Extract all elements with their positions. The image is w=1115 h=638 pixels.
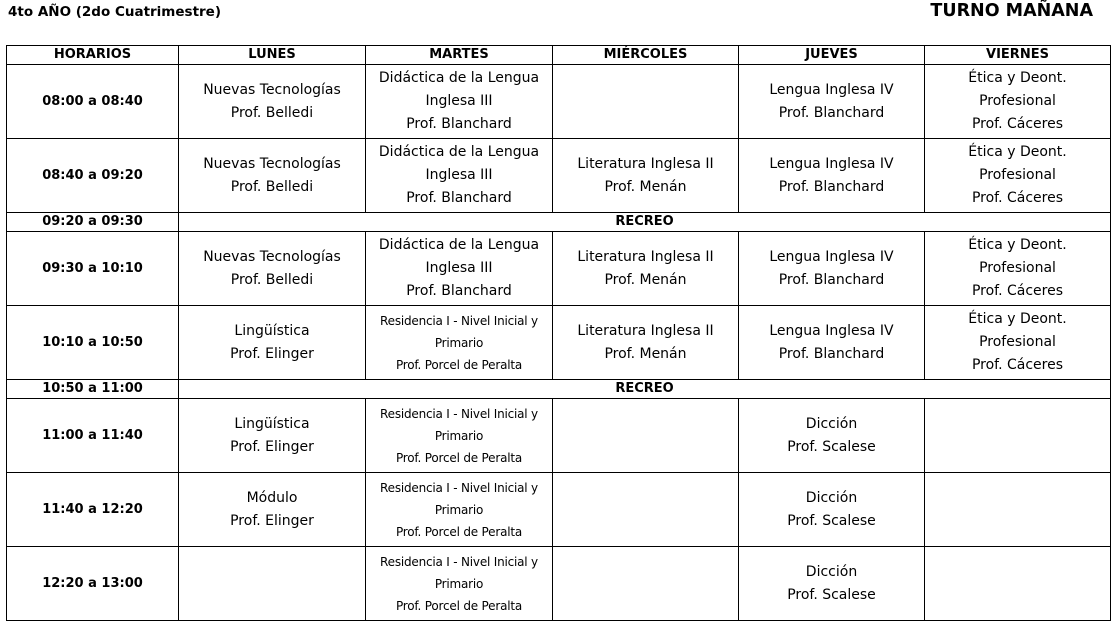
subject-line: Residencia I - Nivel Inicial y	[380, 480, 538, 495]
class-cell-lunes	[179, 399, 366, 473]
subject-line: Lengua Inglesa IV	[769, 81, 894, 98]
subject-line: Nuevas Tecnologías	[203, 248, 341, 265]
class-cell-viernes	[925, 547, 1111, 621]
teacher-name: Prof. Blanchard	[778, 178, 885, 195]
teacher-name: Prof. Elinger	[230, 345, 314, 362]
class-cell-martes	[366, 65, 553, 139]
break-label: RECREO	[179, 213, 1111, 232]
class-cell-martes	[366, 232, 553, 306]
teacher-name: Prof. Belledi	[230, 104, 314, 121]
class-cell-viernes	[925, 139, 1111, 213]
time-slot: 11:40 a 12:20	[7, 473, 179, 547]
teacher-name: Prof. Scalese	[787, 438, 876, 455]
class-cell-viernes	[925, 306, 1111, 380]
time-slot: 09:30 a 10:10	[7, 232, 179, 306]
subject-line: Primario	[434, 428, 484, 443]
column-header-horarios: HORARIOS	[7, 46, 179, 65]
subject-line: Didáctica de la Lengua	[378, 144, 540, 160]
subject-line: Ética y Deont.	[968, 70, 1067, 86]
subject-line: Profesional	[979, 334, 1056, 350]
class-cell-viernes	[925, 65, 1111, 139]
subject-line: Profesional	[979, 260, 1056, 276]
teacher-name: Prof. Belledi	[230, 271, 314, 288]
class-cell-lunes	[179, 306, 366, 380]
column-header-jueves: JUEVES	[739, 46, 925, 65]
class-cell-miercoles	[553, 232, 739, 306]
class-cell-martes	[366, 306, 553, 380]
break-row	[7, 380, 1111, 399]
class-cell-lunes	[179, 139, 366, 213]
subject-line: Nuevas Tecnologías	[203, 155, 341, 172]
subject-line: Literatura Inglesa II	[577, 155, 714, 172]
teacher-name: Prof. Menán	[604, 345, 687, 362]
class-cell-martes	[366, 399, 553, 473]
teacher-name: Prof. Menán	[604, 271, 687, 288]
subject-line: Lengua Inglesa IV	[769, 248, 894, 265]
table-row	[7, 473, 1111, 547]
subject-line: Inglesa III	[425, 93, 493, 109]
column-header-miercoles: MIÉRCOLES	[553, 46, 739, 65]
teacher-name: Prof. Scalese	[787, 512, 876, 529]
teacher-name: Prof. Blanchard	[778, 345, 885, 362]
class-cell-jueves	[739, 547, 925, 621]
class-cell-jueves	[739, 473, 925, 547]
subject-line: Residencia I - Nivel Inicial y	[380, 313, 538, 328]
teacher-name: Prof. Scalese	[787, 586, 876, 603]
class-cell-miercoles	[553, 473, 739, 547]
teacher-name: Prof. Porcel de Peralta	[395, 357, 523, 372]
table-row	[7, 399, 1111, 473]
class-cell-jueves	[739, 65, 925, 139]
schedule-body	[7, 65, 1111, 621]
class-cell-lunes	[179, 473, 366, 547]
schedule-table	[6, 45, 1111, 621]
class-cell-lunes	[179, 547, 366, 621]
subject-line: Dicción	[805, 563, 858, 580]
class-cell-viernes	[925, 399, 1111, 473]
table-row	[7, 65, 1111, 139]
teacher-name: Prof. Porcel de Peralta	[395, 524, 523, 539]
time-slot: 08:40 a 09:20	[7, 139, 179, 213]
column-header-viernes: VIERNES	[925, 46, 1111, 65]
subject-line: Ética y Deont.	[968, 237, 1067, 253]
subject-line: Primario	[434, 335, 484, 350]
subject-line: Primario	[434, 576, 484, 591]
subject-line: Didáctica de la Lengua	[378, 70, 540, 86]
teacher-name: Prof. Cáceres	[971, 116, 1064, 132]
subject-line: Lengua Inglesa IV	[769, 155, 894, 172]
subject-line: Dicción	[805, 489, 858, 506]
subject-line: Literatura Inglesa II	[577, 322, 714, 339]
class-cell-martes	[366, 473, 553, 547]
table-row	[7, 547, 1111, 621]
shift-title: TURNO MAÑANA	[930, 1, 1093, 21]
teacher-name: Prof. Porcel de Peralta	[395, 450, 523, 465]
class-cell-viernes	[925, 232, 1111, 306]
table-row	[7, 232, 1111, 306]
class-cell-lunes	[179, 65, 366, 139]
break-row	[7, 213, 1111, 232]
class-cell-jueves	[739, 306, 925, 380]
table-row	[7, 139, 1111, 213]
teacher-name: Prof. Elinger	[230, 512, 314, 529]
subject-line: Dicción	[805, 415, 858, 432]
teacher-name: Prof. Blanchard	[406, 116, 512, 132]
teacher-name: Prof. Cáceres	[971, 190, 1064, 206]
teacher-name: Prof. Blanchard	[406, 190, 512, 206]
class-cell-martes	[366, 139, 553, 213]
subject-line: Inglesa III	[425, 260, 493, 276]
subject-line: Primario	[434, 502, 484, 517]
teacher-name: Prof. Porcel de Peralta	[395, 598, 523, 613]
subject-line: Ética y Deont.	[968, 144, 1067, 160]
teacher-name: Prof. Blanchard	[406, 283, 512, 299]
subject-line: Lengua Inglesa IV	[769, 322, 894, 339]
class-cell-jueves	[739, 399, 925, 473]
time-slot: 09:20 a 09:30	[7, 213, 179, 232]
subject-line: Profesional	[979, 93, 1056, 109]
class-cell-miercoles	[553, 547, 739, 621]
column-header-martes: MARTES	[366, 46, 553, 65]
time-slot: 12:20 a 13:00	[7, 547, 179, 621]
subject-line: Inglesa III	[425, 167, 493, 183]
subject-line: Residencia I - Nivel Inicial y	[380, 554, 538, 569]
time-slot: 11:00 a 11:40	[7, 399, 179, 473]
subject-line: Residencia I - Nivel Inicial y	[380, 406, 538, 421]
class-cell-martes	[366, 547, 553, 621]
teacher-name: Prof. Elinger	[230, 438, 314, 455]
teacher-name: Prof. Cáceres	[971, 283, 1064, 299]
column-header-lunes: LUNES	[179, 46, 366, 65]
class-cell-miercoles	[553, 139, 739, 213]
teacher-name: Prof. Cáceres	[971, 357, 1064, 373]
page-title: 4to AÑO (2do Cuatrimestre)	[8, 4, 222, 20]
break-label: RECREO	[179, 380, 1111, 399]
class-cell-miercoles	[553, 65, 739, 139]
time-slot: 10:10 a 10:50	[7, 306, 179, 380]
class-cell-jueves	[739, 232, 925, 306]
teacher-name: Prof. Belledi	[230, 178, 314, 195]
class-cell-miercoles	[553, 306, 739, 380]
teacher-name: Prof. Blanchard	[778, 104, 885, 121]
table-row	[7, 306, 1111, 380]
time-slot: 08:00 a 08:40	[7, 65, 179, 139]
subject-line: Lingüística	[234, 415, 310, 432]
class-cell-viernes	[925, 473, 1111, 547]
subject-line: Ética y Deont.	[968, 311, 1067, 327]
subject-line: Módulo	[246, 489, 298, 506]
subject-line: Profesional	[979, 167, 1056, 183]
time-slot: 10:50 a 11:00	[7, 380, 179, 399]
teacher-name: Prof. Blanchard	[778, 271, 885, 288]
class-cell-jueves	[739, 139, 925, 213]
teacher-name: Prof. Menán	[604, 178, 687, 195]
subject-line: Nuevas Tecnologías	[203, 81, 341, 98]
class-cell-miercoles	[553, 399, 739, 473]
subject-line: Literatura Inglesa II	[577, 248, 714, 265]
subject-line: Lingüística	[234, 322, 310, 339]
subject-line: Didáctica de la Lengua	[378, 237, 540, 253]
header-row	[7, 46, 1111, 65]
class-cell-lunes	[179, 232, 366, 306]
